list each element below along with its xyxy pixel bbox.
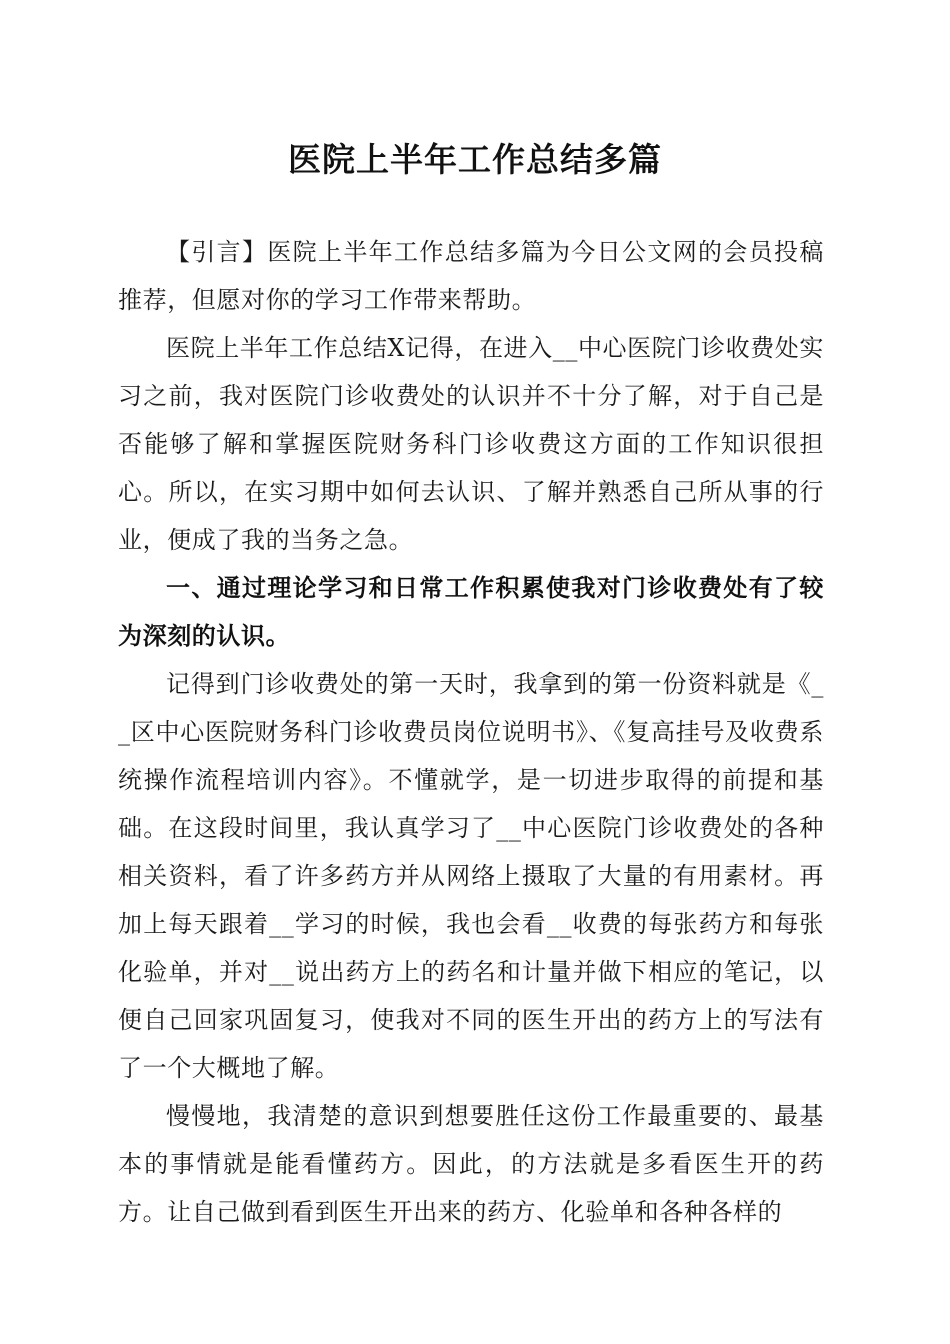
intro-paragraph: 【引言】医院上半年工作总结多篇为今日公文网的会员投稿推荐，但愿对你的学习工作带来帮助。 <box>118 238 824 314</box>
section-heading: 一、通过理论学习和日常工作积累使我对门诊收费处有了较为深刻的认识。 <box>118 574 824 650</box>
opening-paragraph: 医院上半年工作总结X记得，在进入__中心医院门诊收费处实习之前，我对医院门诊收费处的认识并不十分了解，对于自己是否能够了解和掌握医院财务科门诊收费这方面的工作知识很担心。所以，在实习期中如何去认识、了解并熟悉自己所从事的行业，便成了我的当务之急。 <box>118 334 824 554</box>
body-paragraph: 慢慢地，我清楚的意识到想要胜任这份工作最重要的、最基本的事情就是能看懂药方。因此，的方法就是多看医生开的药方。让自己做到看到医生开出来的药方、化验单和各种各样的 <box>118 1102 824 1226</box>
document-title: 医院上半年工作总结多篇 <box>288 140 662 179</box>
body-paragraph: 记得到门诊收费处的第一天时，我拿到的第一份资料就是《__区中心医院财务科门诊收费员岗位说明书》、《复高挂号及收费系统操作流程培训内容》。不懂就学，是一切进步取得的前提和基础。在这段时间里，我认真学习了__中心医院门诊收费处的各种相关资料，看了许多药方并从网络上摄取了大量的有用素材。再加上每天跟着__学习的时候，我也会看__收费的每张药方和每张化验单，并对__说出药方上的药名和计量并做下相应的笔记，以便自己回家巩固复习，使我对不同的医生开出的药方上的写法有了一个大概地了解。 <box>118 670 824 1082</box>
document-body <box>118 228 824 1236</box>
